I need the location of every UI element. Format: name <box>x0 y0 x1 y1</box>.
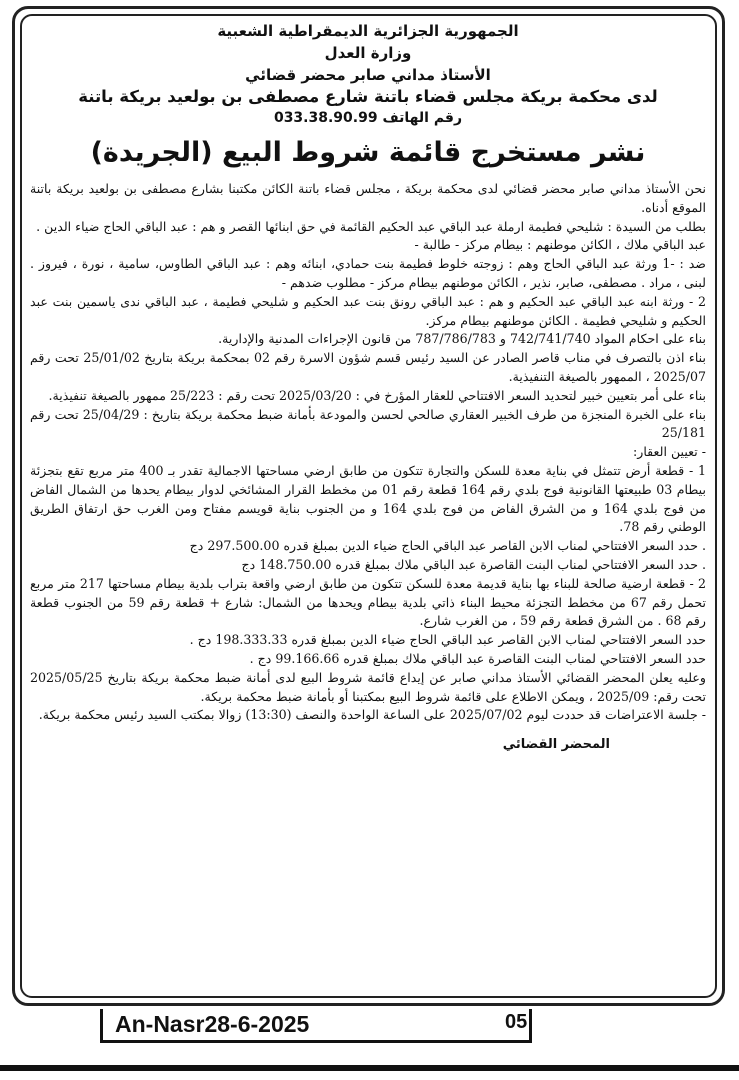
footer-tab <box>100 1009 532 1043</box>
paragraph: ضد : -1 ورثة عبد الباقي الحاج وهم : زوجته خلوط فطيمة بنت حمادي، ابنائه وهم : عبد الباقي الطاوس، سامية ، نورة ، فيروز . لبنى ، مراد . مصطفى، صابر، نذير ، الكائن موطنهم بيطام مركز - مطلوب ضدهم - <box>30 256 706 290</box>
header-republic: الجمهورية الجزائرية الديمقراطية الشعبية <box>217 22 519 40</box>
paragraph: . حدد السعر الافتتاحي لمناب الابن القاصر عبد الباقي الحاج ضياء الدين بمبلغ قدره 297.500.00 دج <box>189 538 706 554</box>
notice-content <box>30 20 706 752</box>
header-bailiff: الأستاذ مداني صابر محضر قضائي <box>245 66 491 84</box>
header-ministry: وزارة العدل <box>324 44 412 62</box>
paragraph: - تعيين العقار: <box>633 444 706 460</box>
paragraph: . حدد السعر الافتتاحي لمناب البنت القاصرة عبد الباقي ملاك بمبلغ قدره 148.750.00 دج <box>241 556 706 572</box>
notice-body <box>30 180 706 725</box>
signature-label: المحضر القضائي <box>502 737 610 753</box>
header-phone: رقم الهاتف 033.38.90.99 <box>273 110 463 126</box>
header-court-address: لدى محكمة بريكة مجلس قضاء باتنة شارع مصطفى بن بولعيد بريكة باتنة <box>78 87 658 106</box>
paragraph: 1 - قطعة أرض تتمثل في بناية معدة للسكن والتجارة تتكون من طابق ارضي مساحتها الاجمالية تقدر بـ 400 متر مربع تقع بتجزئة بيطام 03 طبيعتها القانونية فوج بلدي رقم 164 قطعة رقم 01 من مخطط القرار المشائخي لدوار بيطام يحدها من الشمال الفاض من فوج بلدي 164 و من الشرق الفاض من فوج بلدي 164 و من الجنوب بناية قويسم مفتاح ومن الغرب حق ارتفاق الطريق الوطني رقم 78. <box>30 462 706 535</box>
paragraph: 2 - قطعة ارضية صالحة للبناء بها بناية قديمة معدة للسكن تتكون من طابق ارضي واقعة بتراب بلدية بيطام مساحتها 217 متر مربع تحمل رقم 67 من مخطط التجزئة محيط البناء ذاتي بلدية بيطام ويحدها من الشمال: شارع + قطعة رقم 59 من الجنوب قطعة رقم 68 . من الشرق قطعة رقم 59 ، من الغرب شارع. <box>30 575 706 629</box>
paragraph: - جلسة الاعتراضات قد حددت ليوم 2025/07/02 على الساعة الواحدة والنصف (13:30) زوالا بمكتب السيد رئيس محكمة بريكة. <box>38 707 706 723</box>
paragraph: بناء اذن بالتصرف في مناب قاصر الصادر عن السيد رئيس قسم شؤون الاسرة رقم 02 بمحكمة بريكة بتاريخ 25/01/02 تحت رقم 2025/07 ، الممهور بالصيغة التنفيذية. <box>30 350 706 384</box>
paragraph: بطلب من السيدة : شليحي فطيمة ارملة عبد الباقي عبد الحكيم القائمة في حق ابنائها القصر و هم : عبد الباقي الحاج ضياء الدين . <box>36 218 706 234</box>
page-number: 05 <box>505 1011 528 1033</box>
paragraph: بناء على احكام المواد 742/741/740 و 787/786/783 من قانون الإجراءات المدنية والإدارية. <box>218 331 706 347</box>
paragraph: نحن الأستاذ مداني صابر محضر قضائي لدى محكمة بريكة ، مجلس قضاء باتنة الكائن مكتبنا بشارع مصطفى بن بولعيد بريكة باتنة الموقع أدناه. <box>30 181 706 215</box>
paragraph: بناء على أمر بتعيين خبير لتحديد السعر الافتتاحي للعقار المؤرخ في : 2025/03/20 تحت رقم : 25/223 ممهور بالصيغة تنفيذية. <box>48 387 706 403</box>
paragraph: بناء على الخبرة المنجزة من طرف الخبير العقاري صالحي لحسن والمودعة بأمانة ضبط محكمة بريكة بتاريخ : 25/04/29 تحت رقم 25/181 <box>30 406 706 441</box>
paragraph: حدد السعر الافتتاحي لمناب الابن القاصر عبد الباقي الحاج ضياء الدين بمبلغ قدره 198.333.33 دج . <box>189 632 706 648</box>
paragraph: حدد السعر الافتتاحي لمناب البنت القاصرة عبد الباقي ملاك بمبلغ قدره 99.166.66 دج . <box>249 650 706 666</box>
paragraph: عبد الباقي ملاك ، الكائن موطنهم : بيطام مركز - طالبة - <box>414 237 706 253</box>
paragraph: وعليه يعلن المحضر القضائي الأستاذ مداني صابر عن إيداع قائمة شروط البيع لدى أمانة ضبط محكمة بريكة بتاريخ 2025/05/25 تحت رقم: 2025/09 ، ويمكن الاطلاع على قائمة شروط البيع بمكتبنا أو بأمانة ضبط محكمة بريكة. <box>30 669 706 704</box>
publication-label: An-Nasr28-6-2025 <box>115 1011 310 1037</box>
bottom-rule <box>0 1065 739 1071</box>
notice-title: نشر مستخرج قائمة شروط البيع (الجريدة) <box>90 137 646 168</box>
paragraph: 2 - ورثة ابنه عبد الباقي عبد الحكيم و هم : عبد الباقي رونق بنت عبد الحكيم و شليحي فطيمة ، عبد الباقي ندى ياسمين بنت عبد الحكيم و شليحي فطيمة . الكائن موطنهم بيطام مركز. <box>30 293 706 328</box>
